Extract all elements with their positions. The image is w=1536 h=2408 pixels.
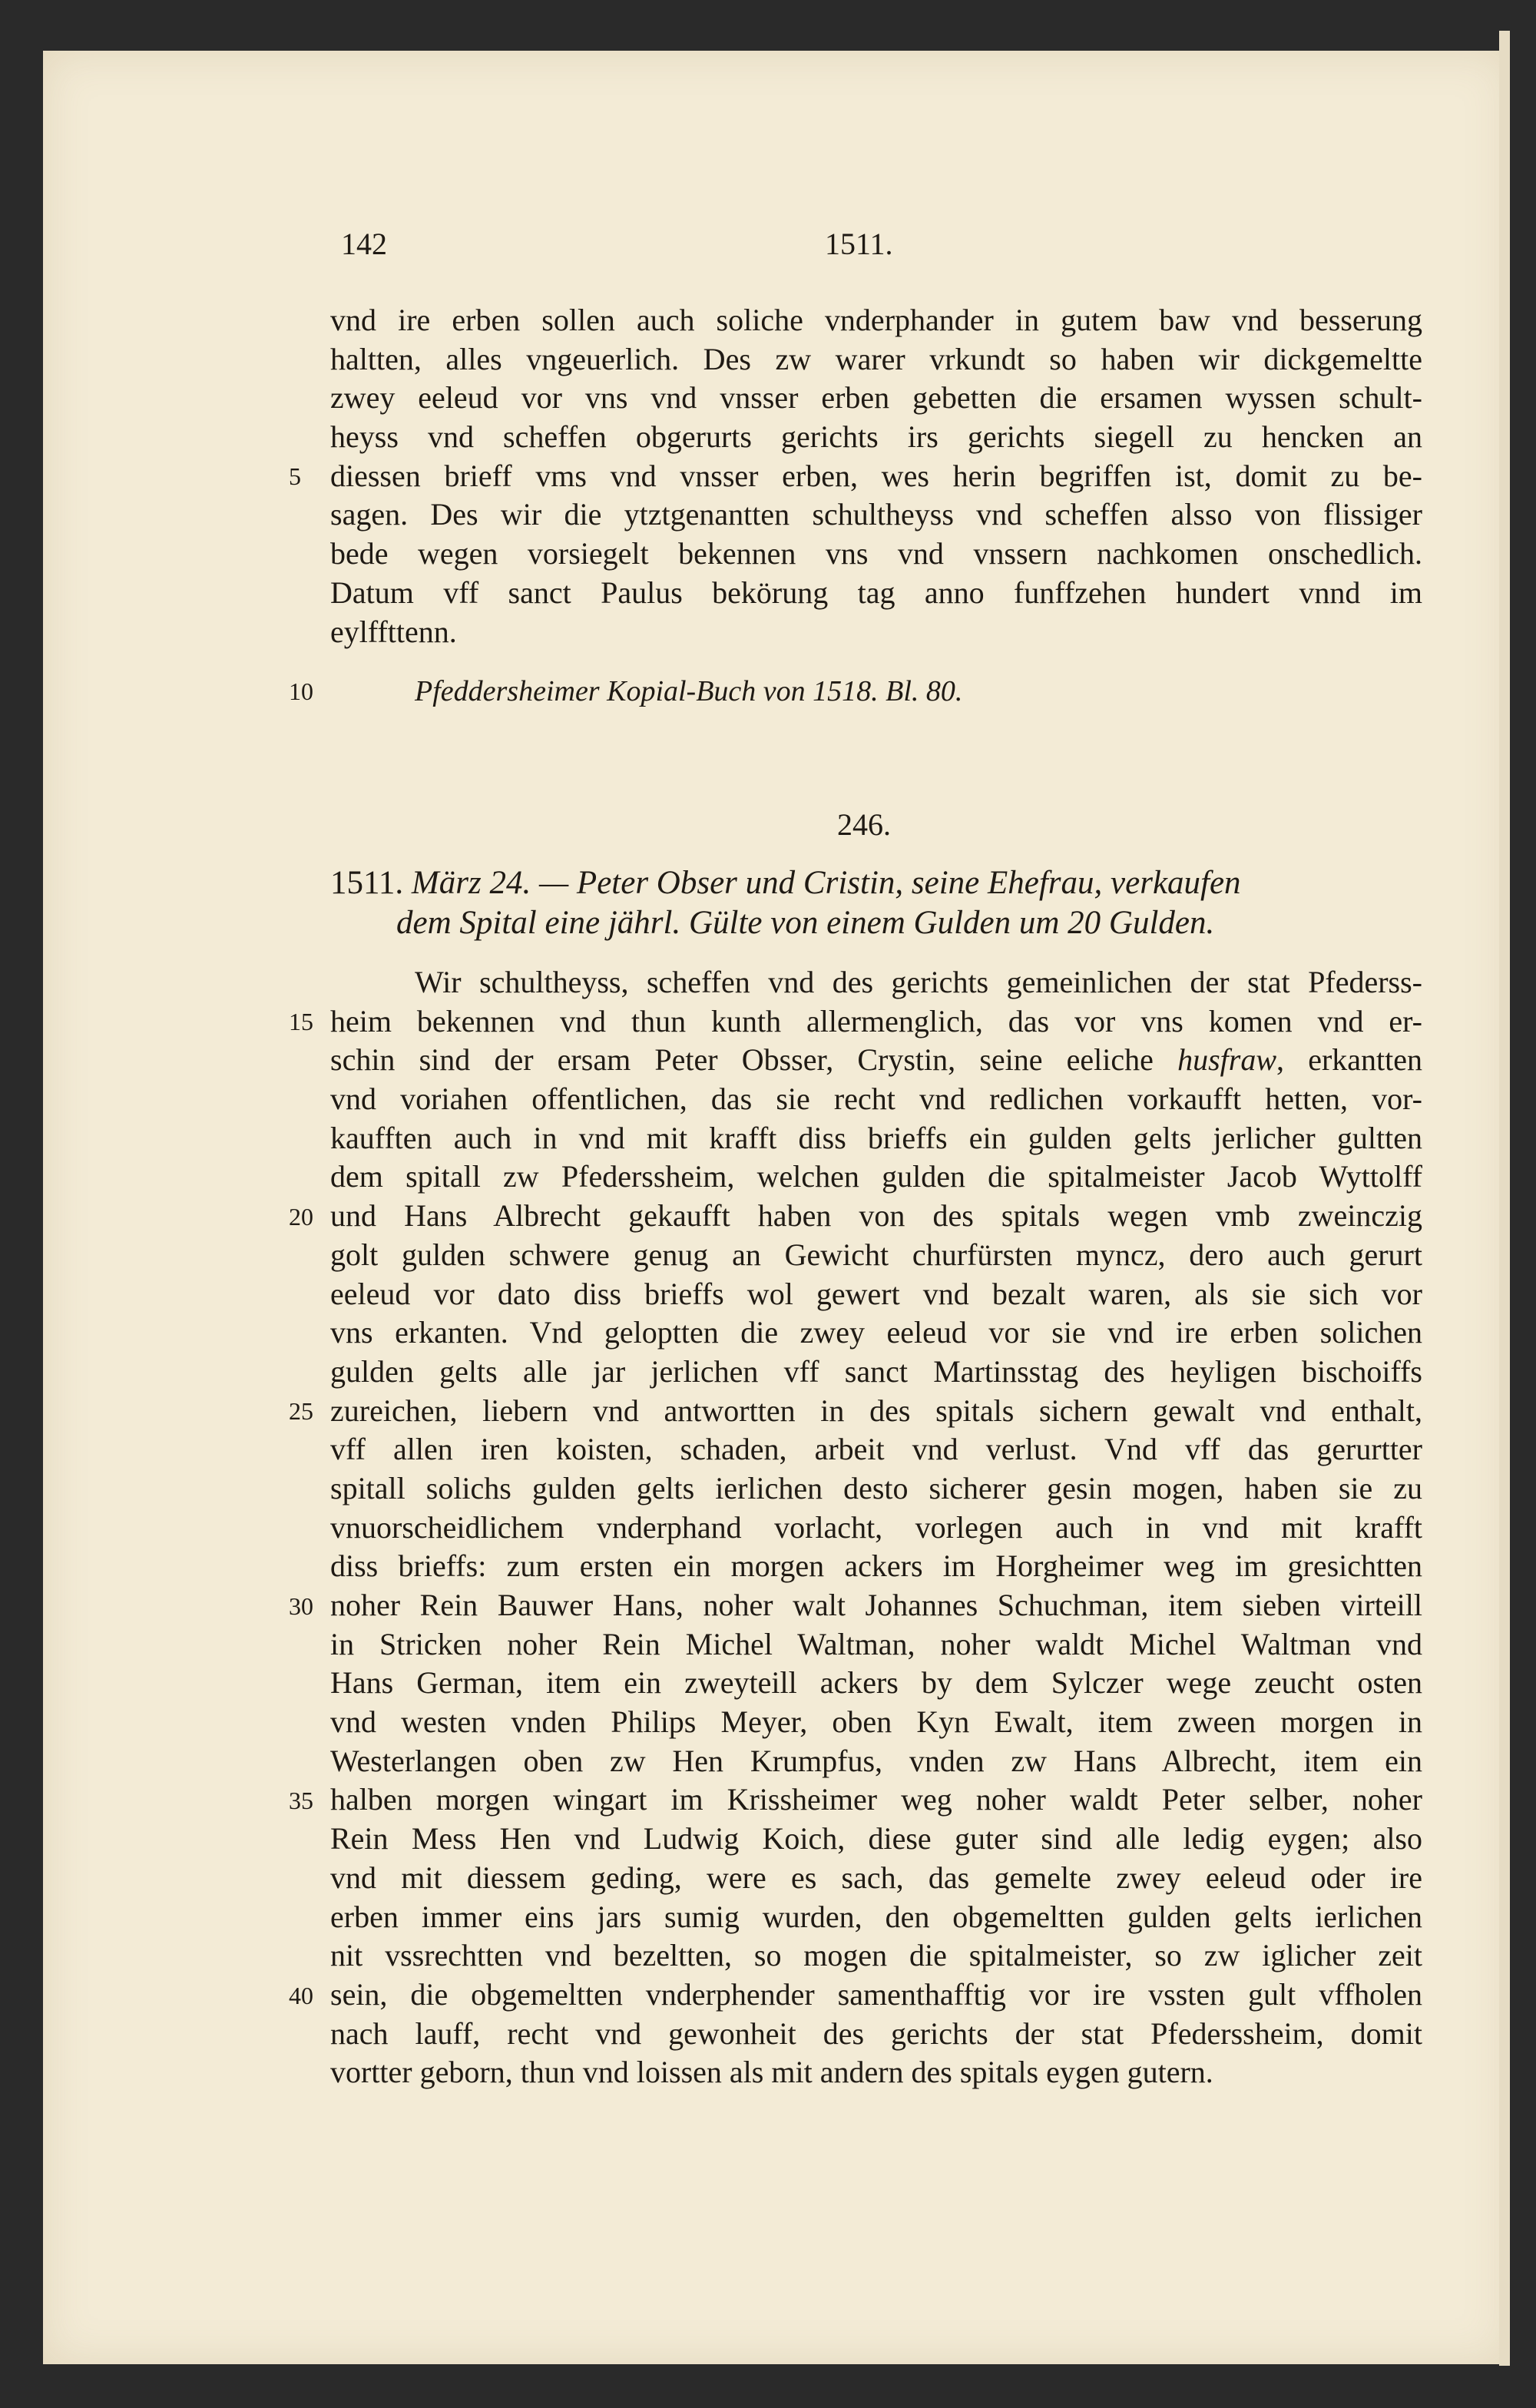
text-line: vnd ire erben sollen auch soliche vnderphander in gutem baw vnd besserung bbox=[330, 303, 1422, 337]
page-number: 142 bbox=[341, 227, 387, 261]
text-line: vnd voriahen offentlichen, das sie recht vnd redlichen vorkaufft hetten, vor- bbox=[330, 1081, 1422, 1117]
text-line: schin sind der ersam Peter Obsser, Crystin, seine eeliche husfraw, erkantten bbox=[330, 1042, 1423, 1078]
line-number: 35 bbox=[289, 1787, 313, 1814]
regest-title-line2: dem Spital eine jährl. Gülte von einem Gulden um 20 Gulden. bbox=[396, 905, 1215, 941]
text-line: halben morgen wingart im Krissheimer weg noher waldt Peter selber, noher bbox=[330, 1782, 1422, 1817]
text-line: eeleud vor dato diss brieffs wol gewert vnd bezalt waren, als sie sich vor bbox=[330, 1276, 1422, 1311]
text-line: golt gulden schwere genug an Gewicht churfürsten myncz, dero auch gerurt bbox=[330, 1237, 1422, 1272]
text-line: kaufften auch in vnd mit krafft diss brieffs ein gulden gelts jerlicher gultten bbox=[330, 1120, 1422, 1155]
main-paragraph bbox=[330, 963, 1422, 2092]
text-line: heim bekennen vnd thun kunth allermenglich, das vor vns komen vnd er- bbox=[330, 1003, 1422, 1038]
text-line: heyss vnd scheffen obgerurts gerichts irs gerichts siegell zu hencken an bbox=[330, 419, 1422, 455]
text-line: vnd mit diessem geding, were es sach, das gemelte zwey eeleud oder ire bbox=[330, 1860, 1422, 1895]
text-line: vortter geborn, thun vnd loissen als mit andern des spitals eygen gutern. bbox=[330, 2055, 1213, 2090]
line-number: 30 bbox=[289, 1592, 313, 1620]
text-line: in Stricken noher Rein Michel Waltman, noher waldt Michel Waltman vnd bbox=[330, 1626, 1422, 1661]
text-line: Rein Mess Hen vnd Ludwig Koich, diese guter sind alle ledig eygen; also bbox=[330, 1821, 1422, 1857]
text-line: vnuorscheidlichem vnderphand vorlacht, vorlegen auch in vnd mit krafft bbox=[330, 1509, 1422, 1545]
running-header-year: 1511. bbox=[825, 227, 893, 261]
regest-date: März 24. bbox=[411, 865, 531, 901]
text-line: Wir schultheyss, scheffen vnd des gerichts gemeinlichen der stat Pfederss- bbox=[415, 965, 1422, 999]
text-line: vns erkanten. Vnd geloptten die zwey eeleud vor sie vnd ire erben solichen bbox=[330, 1315, 1422, 1350]
text-line: spitall solichs gulden gelts ierlichen desto sicherer gesin mogen, haben sie zu bbox=[330, 1470, 1422, 1505]
text-line: noher Rein Bauwer Hans, noher walt Johannes Schuchman, item sieben virteill bbox=[330, 1588, 1422, 1622]
text-line: und Hans Albrecht gekaufft haben von des spitals wegen vmb zweinczig bbox=[330, 1198, 1422, 1234]
line-number: 5 bbox=[289, 462, 301, 490]
regest-year: 1511. bbox=[330, 865, 404, 901]
text-line: haltten, alles vngeuerlich. Des zw warer vrkundt so haben wir dickgemeltte bbox=[330, 341, 1422, 376]
line-number: 25 bbox=[289, 1397, 313, 1425]
top-paragraph bbox=[330, 301, 1422, 651]
line-number: 15 bbox=[289, 1008, 313, 1035]
text-line: Hans German, item ein zweyteill ackers by dem Sylczer wege zeucht osten bbox=[330, 1665, 1422, 1701]
text-line: vnd westen vnden Philips Meyer, oben Kyn Ewalt, item zween morgen in bbox=[330, 1704, 1422, 1740]
text-line: diss brieffs: zum ersten ein morgen ackers im Horgheimer weg im gresichtten bbox=[330, 1548, 1422, 1584]
line-number: 40 bbox=[289, 1982, 313, 2009]
text-line: sein, die obgemeltten vnderphender samenthafftig vor ire vssten gult vffholen bbox=[330, 1976, 1422, 2012]
text-line: Datum vff sanct Paulus bekörung tag anno funffzehen hundert vnnd im bbox=[330, 575, 1422, 610]
regest-title-line1: — Peter Obser und Cristin, seine Ehefrau, verkaufen bbox=[538, 865, 1241, 901]
text-line: dem spitall zw Pfederssheim, welchen gulden die spitalmeister Jacob Wyttolff bbox=[330, 1159, 1422, 1194]
document-number: 246. bbox=[837, 807, 891, 842]
highlighted-word: husfraw bbox=[1177, 1042, 1277, 1078]
page-edge bbox=[1499, 31, 1510, 2366]
regest-heading bbox=[330, 863, 1422, 943]
text-line: zureichen, liebern vnd antwortten in des spitals sichern gewalt vnd enthalt, bbox=[330, 1393, 1422, 1428]
text-line: gulden gelts alle jar jerlichen vff sanct Martinsstag des heyligen bischoiffs bbox=[330, 1353, 1422, 1389]
text-line: sagen. Des wir die ytztgenantten schultheyss vnd scheffen alsso von flissiger bbox=[330, 497, 1422, 532]
text-line: nach lauff, recht vnd gewonheit des gerichts der stat Pfederssheim, domit bbox=[330, 2015, 1422, 2051]
text-line: nit vssrechtten vnd bezeltten, so mogen die spitalmeister, so zw iglicher zeit bbox=[330, 1938, 1422, 1973]
text-line: vff allen iren koisten, schaden, arbeit vnd verlust. Vnd vff das gerurtter bbox=[330, 1432, 1422, 1467]
line-number: 20 bbox=[289, 1203, 313, 1230]
line-number: 10 bbox=[289, 677, 313, 705]
text-line: eylffttenn. bbox=[330, 614, 457, 649]
text-line: bede wegen vorsiegelt bekennen vns vnd vnssern nachkomen onschedlich. bbox=[330, 536, 1422, 571]
text-line: Westerlangen oben zw Hen Krumpfus, vnden zw Hans Albrecht, item ein bbox=[330, 1743, 1422, 1778]
text-line: zwey eeleud vor vns vnd vnsser erben gebetten die ersamen wyssen schult- bbox=[330, 380, 1422, 416]
text-line: diessen brieff vms vnd vnsser erben, wes herin begriffen ist, domit zu be- bbox=[330, 458, 1422, 493]
source-citation: Pfeddersheimer Kopial-Buch von 1518. Bl. 80. bbox=[415, 675, 963, 707]
text-line: erben immer eins jars sumig wurden, den obgemeltten gulden gelts ierlichen bbox=[330, 1899, 1422, 1934]
